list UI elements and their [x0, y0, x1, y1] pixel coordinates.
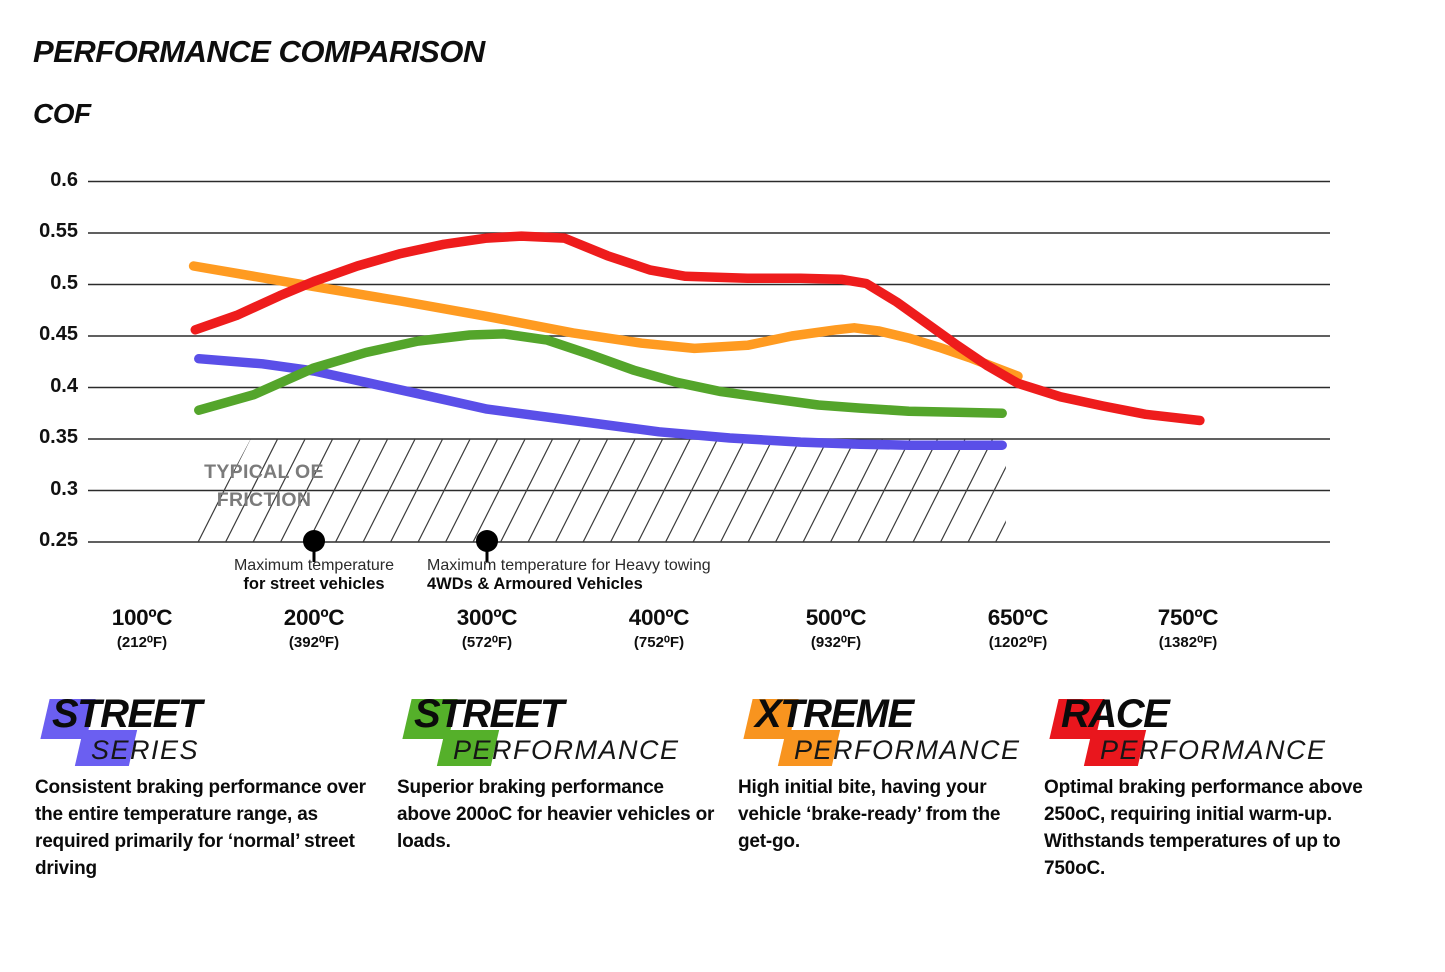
description-race-performance: Optimal braking performance above 250oC, requiring initial warm-up. Withstands temperatures of up to 750oC.	[1044, 777, 1363, 879]
series-street-series	[199, 359, 1002, 446]
logo-xtreme-performance	[738, 692, 1078, 774]
x-tick-400c	[584, 605, 734, 651]
x-tick-500c	[761, 605, 911, 651]
logo-race-performance	[1044, 692, 1384, 774]
x-tick-fahrenheit: (1382⁰F)	[1158, 634, 1218, 651]
x-tick-celsius: 500ºC	[805, 605, 867, 630]
series-race-performance	[195, 236, 1200, 420]
marker-annotation-300c	[427, 556, 711, 594]
logo-word2: SERIES	[91, 735, 200, 765]
oe-label-line1: TYPICAL OE	[204, 461, 324, 483]
marker-annotation-200c	[189, 556, 439, 594]
logo-word1: XTREME	[755, 692, 913, 736]
logo-word2: PERFORMANCE	[794, 735, 1021, 765]
logo-word1: STREET	[414, 692, 563, 736]
logo-street-performance	[397, 692, 737, 774]
x-tick-fahrenheit: (392⁰F)	[288, 634, 340, 651]
x-tick-300c	[412, 605, 562, 651]
x-tick-650c	[943, 605, 1093, 651]
x-tick-celsius: 750ºC	[1157, 605, 1219, 630]
x-tick-fahrenheit: (752⁰F)	[633, 634, 685, 651]
y-tick-0.5: 0.5	[50, 271, 78, 294]
y-tick-0.35: 0.35	[39, 426, 78, 448]
logo-word2: PERFORMANCE	[1100, 735, 1327, 765]
typical-oe-friction-label	[185, 458, 343, 514]
x-tick-100c	[67, 605, 217, 651]
y-tick-0.3: 0.3	[50, 477, 78, 500]
y-tick-0.6: 0.6	[50, 168, 78, 191]
x-tick-celsius: 400ºC	[628, 605, 690, 630]
x-tick-fahrenheit: (932⁰F)	[810, 634, 862, 651]
x-tick-celsius: 200ºC	[283, 605, 345, 630]
y-tick-0.55: 0.55	[39, 220, 78, 242]
marker-dot-200c	[303, 530, 325, 552]
logo-word1: STREET	[52, 692, 201, 736]
y-tick-0.45: 0.45	[39, 323, 78, 345]
annotation-line1: Maximum temperature	[233, 557, 395, 574]
logo-street-series	[35, 692, 375, 774]
x-tick-200c	[239, 605, 389, 651]
x-tick-celsius: 100ºC	[111, 605, 173, 630]
logo-word1: RACE	[1061, 692, 1169, 736]
description-street-series: Consistent braking performance over the entire temperature range, as required primarily for ‘normal’ street driving	[35, 777, 366, 879]
y-tick-0.25: 0.25	[39, 529, 78, 551]
annotation-line1: Maximum temperature for Heavy towing	[427, 557, 711, 574]
x-tick-750c	[1113, 605, 1263, 651]
logo-word2: PERFORMANCE	[453, 735, 680, 765]
page-title: PERFORMANCE COMPARISON	[33, 34, 485, 69]
x-tick-celsius: 650ºC	[987, 605, 1049, 630]
description-xtreme-performance: High initial bite, having your vehicle ‘brake-ready’ from the get-go.	[738, 777, 1001, 852]
marker-dot-300c	[476, 530, 498, 552]
y-axis-title: COF	[33, 98, 91, 129]
oe-label-line2: FRICTION	[216, 489, 312, 511]
annotation-line2: for street vehicles	[243, 575, 385, 593]
x-tick-fahrenheit: (1202⁰F)	[988, 634, 1048, 651]
x-tick-celsius: 300ºC	[456, 605, 518, 630]
x-tick-fahrenheit: (572⁰F)	[461, 634, 513, 651]
description-street-performance: Superior braking performance above 200oC for heavier vehicles or loads.	[397, 777, 715, 852]
y-tick-0.4: 0.4	[50, 374, 78, 397]
x-tick-fahrenheit: (212⁰F)	[116, 634, 168, 651]
annotation-line2: 4WDs & Armoured Vehicles	[427, 575, 643, 593]
